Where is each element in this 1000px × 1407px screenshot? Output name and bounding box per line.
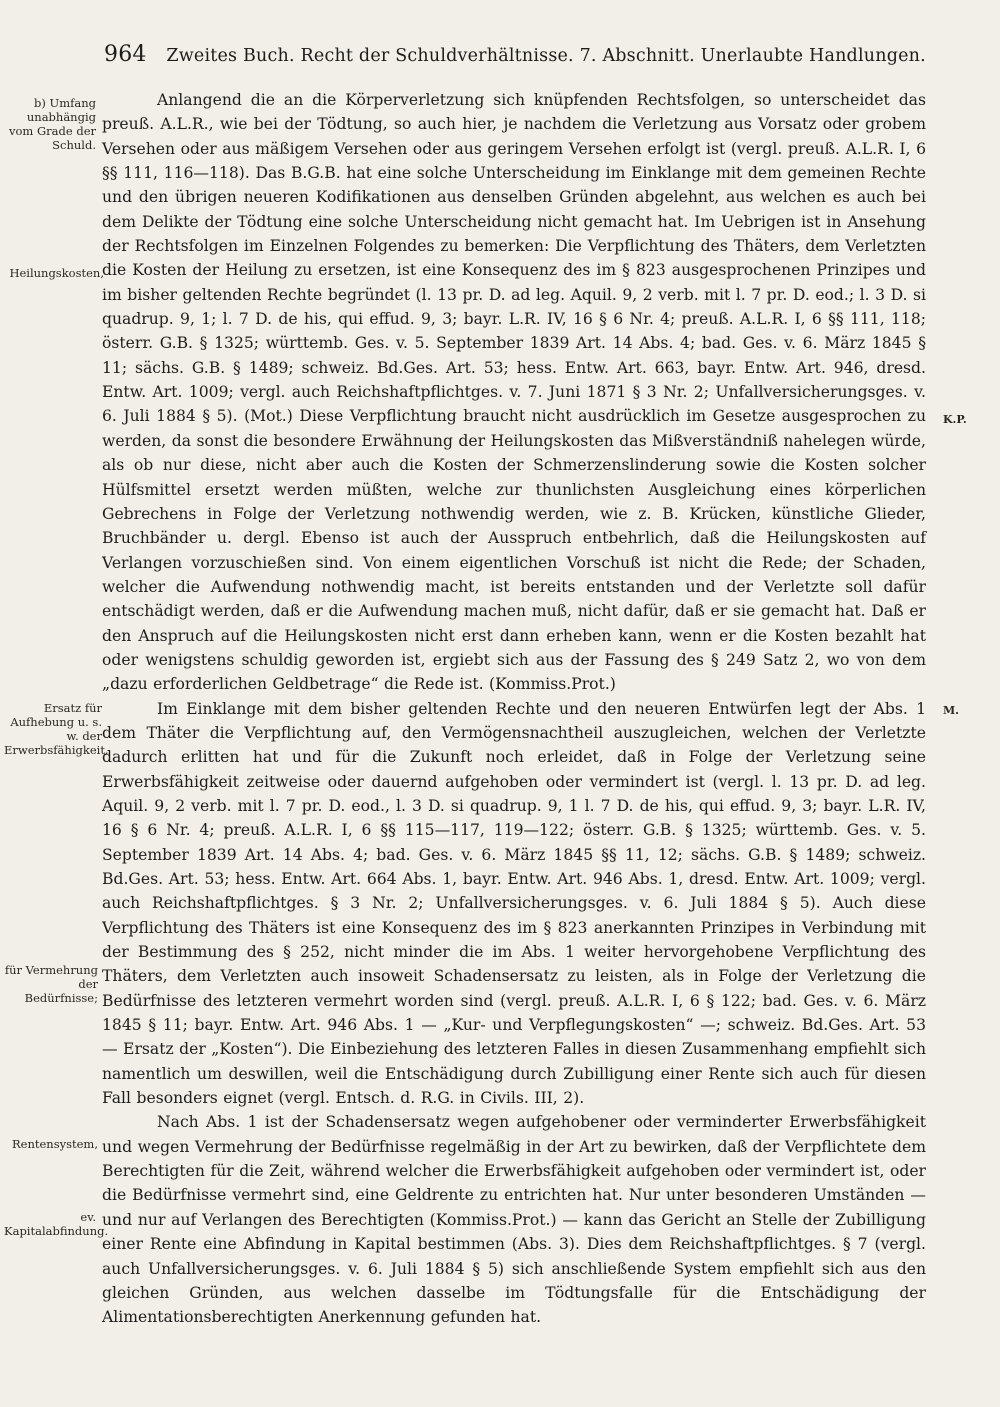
margin-note-ersatz: Ersatz für Aufhebung u. s. w. der Erwerbsfähigkeit, (4, 701, 109, 757)
margin-note-umfang: b) Umfang unabhängig vom Grade der Schuld. (8, 96, 96, 152)
page-number: 964 (104, 42, 147, 67)
margin-note-heilungskosten: Heilungskosten, (9, 266, 104, 280)
paragraph: Im Einklange mit dem bisher geltenden Rechte und den neueren Entwürfen legt der Abs. 1 dem Thäter die Verpflichtung auf, den Vermögensnachtheil auszugleichen, welchen der Verletzte dadurch erlitten hat und für die Zukunft noch erleidet, daß in Folge der Verletzung seine Erwerbsfähigkeit zeitweise oder dauernd aufgehoben oder vermindert ist (vergl. l. 13 pr. D. ad leg. Aquil. 9, 2 verb. mit l. 7 pr. D. eod., l. 3 D. si quadrup. 9, 1 l. 7 D. de his, qui effud. 9, 3; bayr. L.R. IV, 16 § 6 Nr. 4; preuß. A.L.R. I, 6 §§ 115—117, 119—122; österr. G.B. § 1325; württemb. Ges. v. 5. September 1839 Art. 14 Abs. 4; bad. Ges. v. 6. März 1845 §§ 11, 12; sächs. G.B. § 1489; schweiz. Bd.Ges. Art. 53; hess. Entw. Art. 664 Abs. 1, bayr. Entw. Art. 946 Abs. 1, dresd. Entw. Art. 1009; vergl. auch Reichshaftpflichtges. § 3 Nr. 2; Unfallversicherungsges. v. 6. Juli 1884 § 5). Auch diese Verpflichtung des Thäters ist eine Konsequenz des im § 823 anerkannten Prinzipes in Verbindung mit der Bestimmung des § 252, nicht minder die im Abs. 1 weiter hervorgehobene Verpflichtung des Thäters, dem Verletzten auch insoweit Schadensersatz zu leisten, als in Folge der Verletzung die Bedürfnisse des letzteren vermehrt worden sind (vergl. preuß. A.L.R. I, 6 § 122; bad. Ges. v. 6. März 1845 § 11; bayr. Entw. Art. 946 Abs. 1 — „Kur- und Verpflegungskosten“ —; schweiz. Bd.Ges. Art. 53 — Ersatz der „Kosten“). Die Einbeziehung des letzteren Falles in diesen Zusammenhang empfiehlt sich namentlich um deswillen, weil die Entschädigung durch Zubilligung einer Rente sich auch für diesen Fall besonders eignet (vergl. Entsch. d. R.G. in Civils. III, 2). (102, 699, 926, 1108)
running-title: Zweites Buch. Recht der Schuldverhältnisse. 7. Abschnitt. Unerlaubte Handlungen. (166, 46, 926, 66)
main-text (102, 88, 926, 1330)
margin-note-kp: K.P. (943, 413, 967, 426)
margin-note-vermehrung: für Vermehrung der Bedürfnisse; (4, 963, 98, 1005)
margin-note-kapital: ev. Kapitalabfindung. (4, 1210, 109, 1238)
paragraph: Nach Abs. 1 ist der Schadensersatz wegen aufgehobener oder verminderter Erwerbsfähigkeit und wegen Vermehrung der Bedürfnisse regelmäßig in der Art zu bewirken, daß der Verpflichtete dem Berechtigten für die Zeit, während welcher die Erwerbsfähigkeit aufgehoben oder vermindert ist, oder die Bedürfnisse vermehrt sind, eine Geldrente zu entrichten hat. Nur unter besonderen Umständen — und nur auf Verlangen des Berechtigten (Kommiss.Prot.) — kann das Gericht an Stelle der Zubilligung einer Rente eine Abfindung in Kapital bestimmen (Abs. 3). Dies dem Reichshaftpflichtges. § 7 (vergl. auch Unfallversicherungsges. v. 6. Juli 1884 § 5) sich anschließende System empfiehlt sich aus den gleichen Gründen, aus welchen dasselbe im Tödtungsfalle für die Entschädigung der Alimentationsberechtigten Anerkennung gefunden hat. (102, 1113, 926, 1327)
margin-note-m: M. (943, 704, 960, 717)
margin-note-rentensystem: Rentensystem, (12, 1137, 98, 1151)
running-header (104, 42, 926, 67)
paragraph: Anlangend die an die Körperverletzung sich knüpfenden Rechtsfolgen, so unterscheidet das preuß. A.L.R., wie bei der Tödtung, so auch hier, je nachdem die Verletzung aus Vorsatz oder grobem Versehen oder aus mäßigem Versehen oder aus geringem Versehen erfolgt ist (vergl. preuß. A.L.R. I, 6 §§ 111, 116—118). Das B.G.B. hat eine solche Unterscheidung im Einklange mit dem gemeinen Rechte und den übrigen neueren Kodifikationen aus denselben Gründen abgelehnt, aus welchen es auch bei dem Delikte der Tödtung eine solche Unterscheidung nicht gemacht hat. Im Uebrigen ist in Ansehung der Rechtsfolgen im Einzelnen Folgendes zu bemerken: Die Verpflichtung des Thäters, dem Verletzten die Kosten der Heilung zu ersetzen, ist eine Konsequenz des im § 823 ausgesprochenen Prinzipes und im bisher geltenden Rechte begründet (l. 13 pr. D. ad leg. Aquil. 9, 2 verb. mit l. 7 pr. D. eod.; l. 3 D. si quadrup. 9, 1; l. 7 D. de his, qui effud. 9, 3; bayr. L.R. IV, 16 § 6 Nr. 4; preuß. A.L.R. I, 6 §§ 111, 118; österr. G.B. § 1325; württemb. Ges. v. 5. September 1839 Art. 14 Abs. 4; bad. Ges. v. 6. März 1845 § 11; sächs. G.B. § 1489; schweiz. Bd.Ges. Art. 53; hess. Entw. Art. 663, bayr. Entw. Art. 946, dresd. Entw. Art. 1009; vergl. auch Reichshaftpflichtges. v. 7. Juni 1871 § 3 Nr. 2; Unfallversicherungsges. v. 6. Juli 1884 § 5). (Mot.) Diese Verpflichtung braucht nicht ausdrücklich im Gesetze ausgesprochen zu werden, da sonst die besondere Erwähnung der Heilungskosten das Mißverständniß nahelegen würde, als ob nur diese, nicht aber auch die Kosten der Schmerzenslinderung sowie die Kosten solcher Hülfsmittel ersetzt werden müßten, welche zur thunlichsten Ausgleichung eines körperlichen Gebrechens in Folge der Verletzung nothwendig werden, wie z. B. Krücken, künstliche Glieder, Bruchbänder u. dergl. Ebenso ist auch der Ausspruch entbehrlich, daß die Heilungskosten auf Verlangen vorzuschießen sind. Von einem eigentlichen Vorschuß ist nicht die Rede; der Schaden, welcher die Aufwendung nothwendig macht, ist bereits entstanden und der Verletzte soll dafür entschädigt werden, daß er die Aufwendung machen muß, nicht dafür, daß er sie gemacht hat. Daß er den Anspruch auf die Heilungskosten nicht erst dann erheben kann, wenn er die Kosten bezahlt hat oder wenigstens schuldig geworden ist, ergiebt sich aus der Fassung des § 249 Satz 2, wo von dem „dazu erforderlichen Geldbetrage“ die Rede ist. (Kommiss.Prot.) (102, 91, 926, 694)
